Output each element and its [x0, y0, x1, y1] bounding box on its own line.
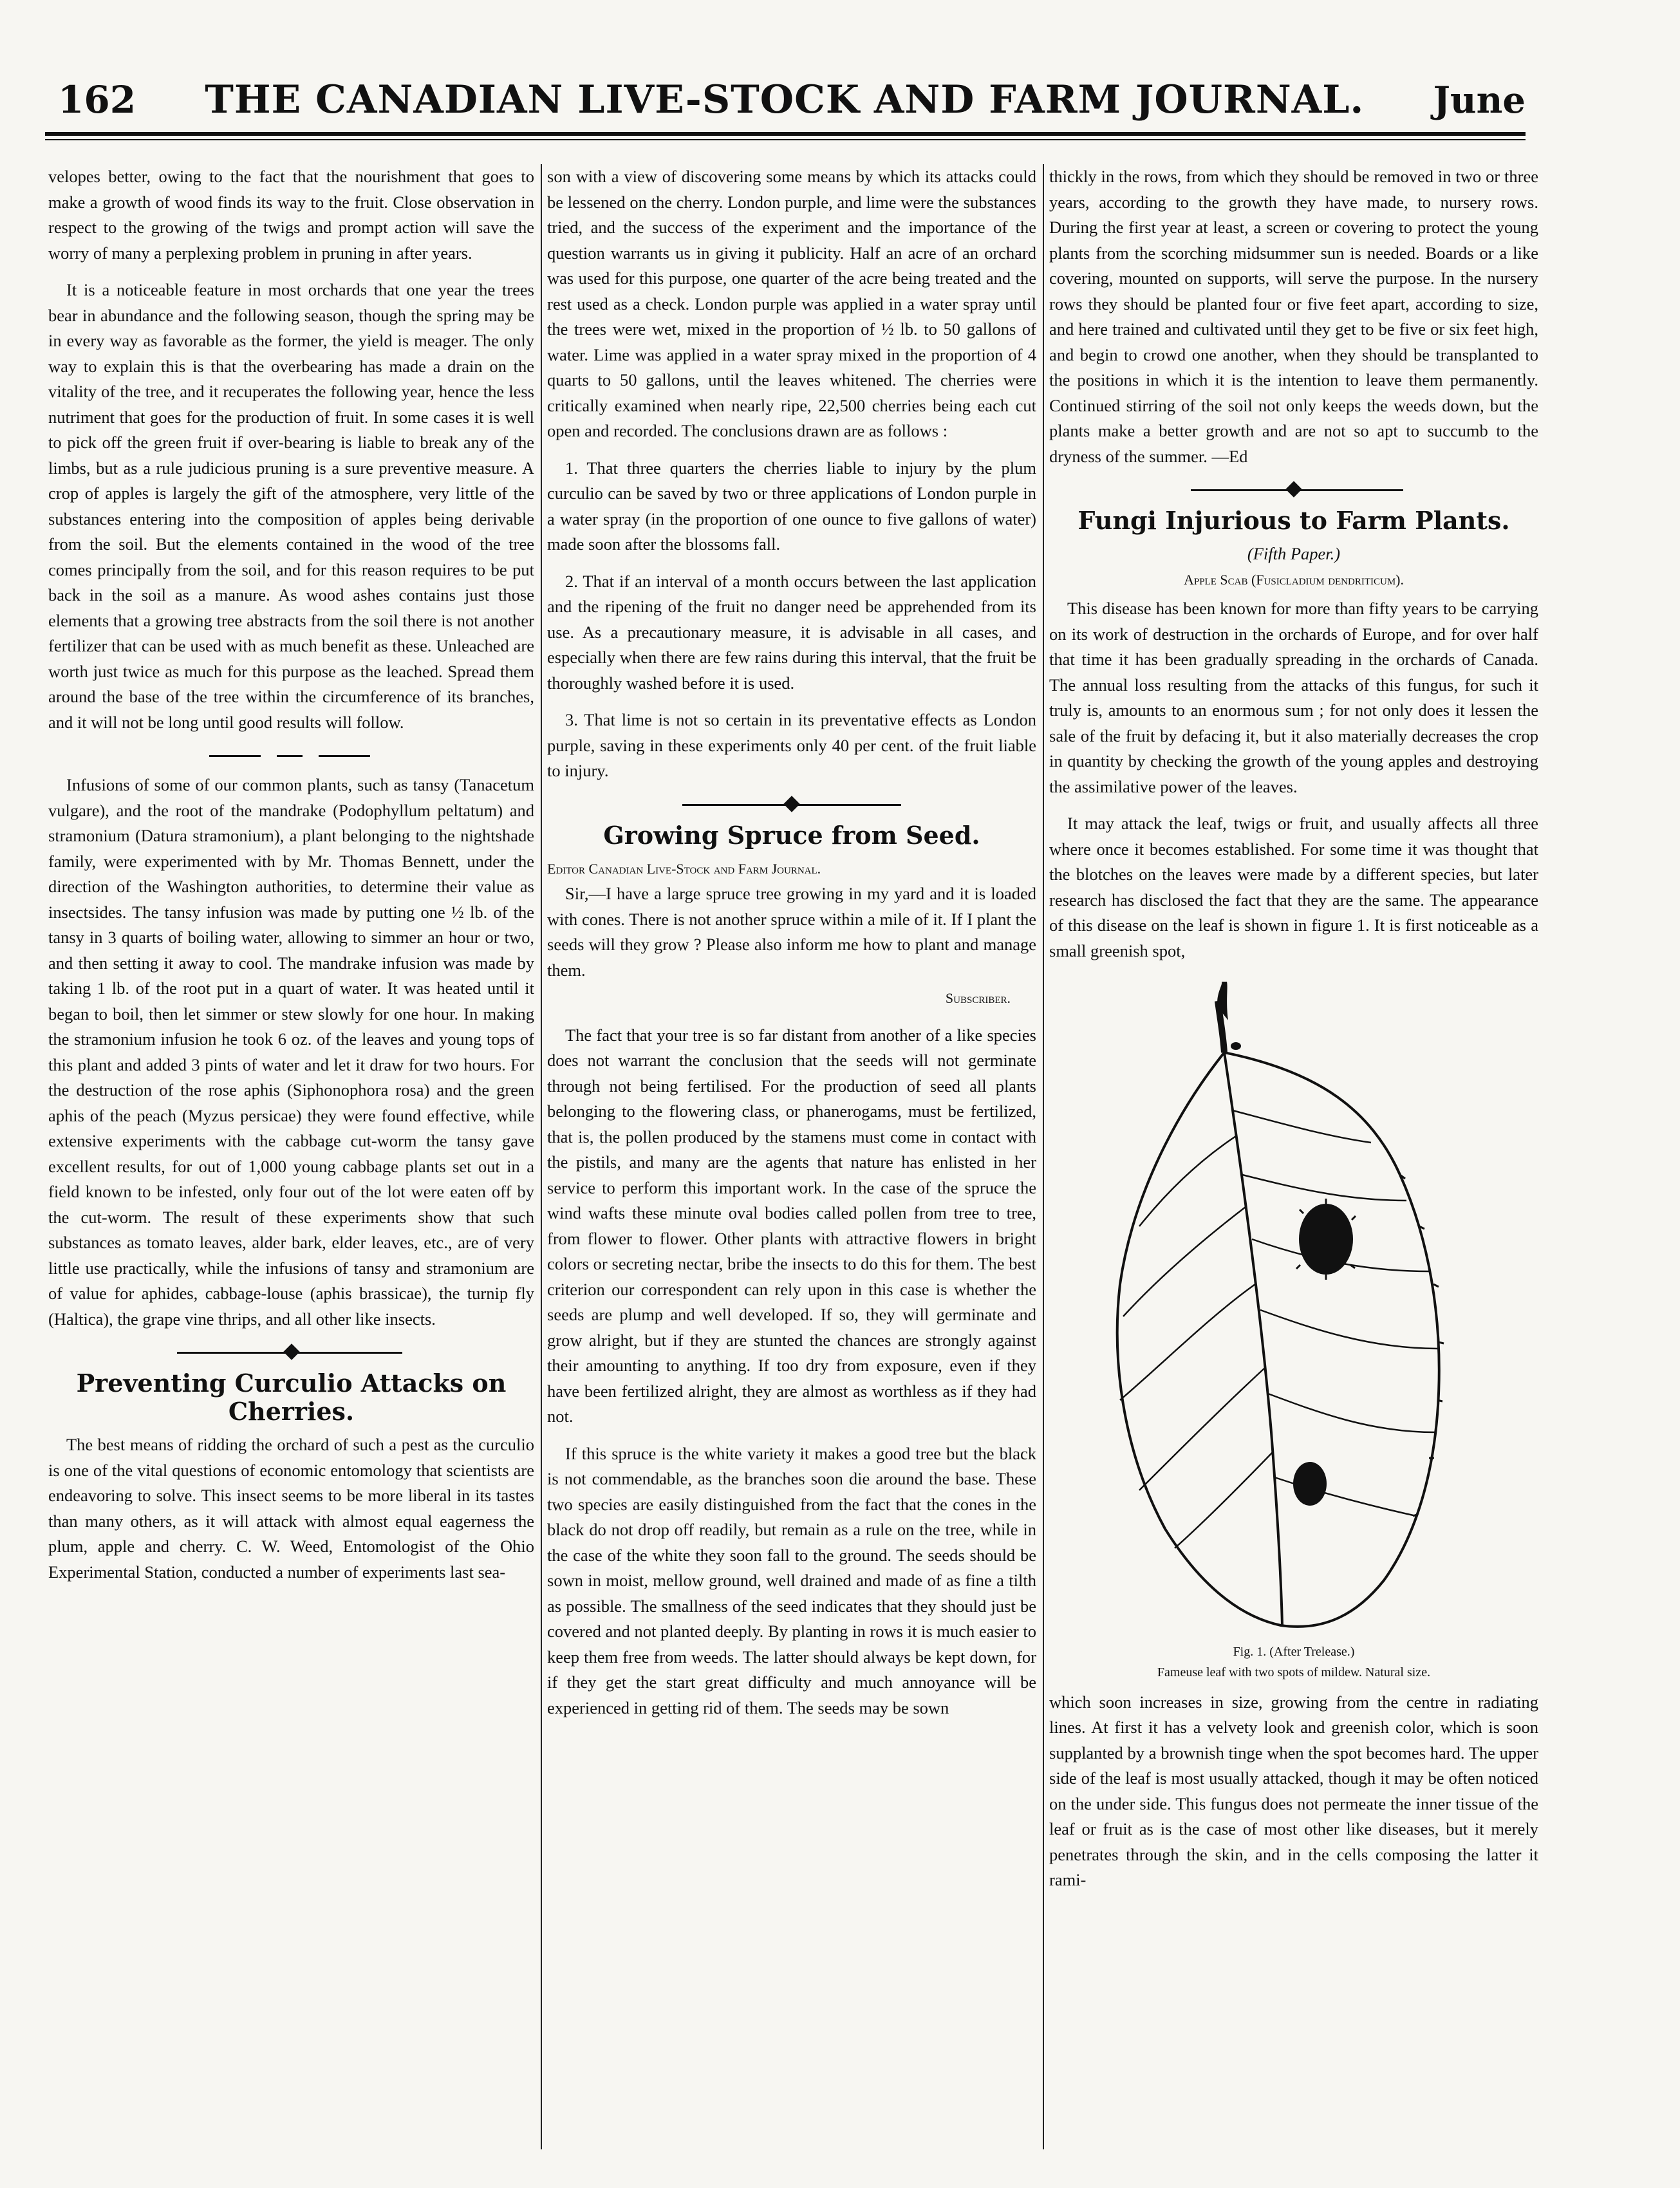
paragraph: thickly in the rows, from which they should be removed in two or three years, according to the growth they have made, to nursery rows. During the first year at least, a screen or covering to protect the young plants from the scorching midsummer sun is needed. Boards or a like covering, mounted on supports, will serve the purpose. In the nursery rows they should be planted four or five feet apart, according to size, and here trained and cultivated until they get to be five or six feet high, and begin to crowd one another, when they should be transplanted to the positions in which it is the intention to leave them permanently. Continued stirring of the soil not only keeps the weeds down, but the plants make a better growth and are not so apt to succumb to the dryness of the summer. —Ed [1049, 167, 1538, 466]
paragraph: Infusions of some of our common plants, such as tansy (Tanacetum vulgare), and the root of the mandrake (Podophyllum peltatum) and stramonium (Datura stramonium), a plant belonging to the nightshade family, were experimented with by Mr. Thomas Bennett, under the direction of the Washington authorities, to determine their value as insectsides. The tansy infusion was made by putting one ½ lb. of the tansy in 3 quarts of boiling water, allowing to simmer an hour or two, and then setting it away to cool. The mandrake infusion was made by taking 1 lb. of the root put in a quart of water. It was heated until it began to boil, then let simmer or stew slowly for one hour. In making the stramonium infusion he took 6 oz. of the leaves and young tops of this plant and added 3 pints of water and let it draw for two hours. For the destruction of the rose aphis (Siphonophora rosa) and the green aphis of the peach (Myzus persicae) they were found effective, while extensive experiments with the cabbage cut-worm the tansy gave excellent results, for out of 1,000 young cabbage plants set out in a field known to be infested, only four out of the lot were eaten off by the cut-worm. The result of these experiments show that such substances as tomato leaves, alder bark, elder leaves, etc., are of very little use practically, while the infusions of tansy and stramonium are of value for aphides, cabbage-louse (aphis brassicae), the turnip fly (Haltica), the grape vine thrips, and all other like insects. [48, 775, 534, 1329]
section-divider [48, 747, 534, 765]
figure-caption-detail: Fameuse leaf with two spots of mildew. Natural size. [1157, 1665, 1431, 1679]
paragraph: son with a view of discovering some means by which its attacks could be lessened on the cherry. London purple, and lime were the substances tried, and the success of the experiment and the importance of the question warrants us in giving it publicity. Half an acre of an orchard was used for this purpose, one quarter of the acre being treated and the rest used as a check. London purple was applied in a water spray until the trees were wet, mixed in the proportion of ½ lb. to 50 gallons of water. Lime was applied in a water spray mixed in the proportion of 4 quarts to 50 gallons, until the leaves whitened. The cherries were critically examined when nearly ripe, 22,500 cherries being each cut open and recorded. The conclusions drawn are as follows : [547, 167, 1036, 440]
article-subheading: (Fifth Paper.) [1247, 544, 1341, 563]
paragraph: 2. That if an interval of a month occurs between the last application and the ripening of the fruit no danger need be apprehended from its use. As a precautionary measure, it is advisable in all cases, and especially when there are few rains during this interval, that the fruit be thoroughly washed before it is used. [547, 571, 1036, 693]
page-number: 162 [58, 78, 136, 122]
column-3 [1049, 164, 1538, 2149]
leaf-illustration [1049, 982, 1538, 1632]
article-heading: Growing Spruce from Seed. [603, 820, 980, 850]
letter-signature: Subscriber. [945, 990, 1011, 1006]
section-divider [547, 796, 1036, 814]
article-heading: Fungi Injurious to Farm Plants. [1078, 506, 1510, 535]
paragraph: 3. That lime is not so certain in its preventative effects as London purple, saving in these experiments only 40 per cent. of the fruit liable to injury. [547, 710, 1036, 780]
paragraph: This disease has been known for more than fifty years to be carrying on its work of destruction in the orchards of Europe, and for over half that time it has been gradually spreading in the orchards of Canada. The annual loss resulting from the attacks of this fungus, for such it truly is, amounts to an enormous sum ; for not only does it lessen the sale of the fruit by defacing it, but it also materially decreases the crop in quantity by checking the growth of the young apples and destroying the assimilative power of the leaves. [1049, 599, 1538, 796]
column-divider [1043, 164, 1044, 2149]
article-subtitle: Apple Scab (Fusicladium dendriticum). [1183, 571, 1405, 588]
header-rule-thin [45, 139, 1526, 140]
paragraph: 1. That three quarters the cherries liable to injury by the plum curculio can be saved by two or three applications of London purple in a water spray (in the proportion of one ounce to five gallons of water) made soon after the blossoms fall. [547, 458, 1036, 554]
section-divider [1049, 481, 1538, 499]
paragraph: If this spruce is the white variety it makes a good tree but the black is not commendable, as the branches soon die around the base. These two species are easily distinguished from the fact that the cones in the black do not drop off readily, but remain as a rule on the tree, while in the case of the white they soon fall to the ground. The seeds should be sown in moist, mellow ground, well drained and made of as fine a tilth as possible. The smallness of the seed indicates that they should just be covered and not planted deeply. By planting in rows it is much easier to keep them free from weeds. The latter should always be kept down, for if they get the start great difficulty and much annoyance will be experienced in getting rid of them. The seeds may be sown [547, 1443, 1036, 1717]
paragraph: The fact that your tree is so far distant from another of a like species does not warrant the conclusion that the seeds will not germinate through not being fertilised. For the production of seed all plants belonging to the flowering class, or phanerogams, must be fertilized, that is, the pollen produced by the stamens must come in contact with the pistils, and many are the agents that nature has enlisted in her service to perform this important work. In the case of the spruce the wind wafts these minute oval bodies called pollen from tree to tree, from flower to flower. Other plants with attractive flowers in bright colors or secreting nectar, bribe the insects to do this for them. The best criterion our correspondent can rely upon in this case is whether the seeds are plump and well developed. If so, they will germinate and grow alright, but if they are stunted the chances are strongly against their amounting to anything. If too dry from exposure, even if they have been fertilized alright, they are almost as worthless as if they had not. [547, 1025, 1036, 1426]
article-heading: Preventing Curculio Attacks on Cherries. [76, 1369, 507, 1426]
column-2 [547, 164, 1036, 2149]
column-divider [541, 164, 542, 2149]
figure-caption: Fig. 1. (After Trelease.) [1233, 1644, 1355, 1659]
issue-month: June [1433, 79, 1526, 122]
paragraph: The best means of ridding the orchard of such a pest as the curculio is one of the vital questions of economic entomology that scientists are endeavoring to solve. This insect seems to be more liberal in its tastes than many others, as it will attack with almost equal eagerness the plum, apple and cherry. C. W. Weed, Entomologist of the Ohio Experimental Station, conducted a number of experiments last sea- [48, 1435, 534, 1582]
paragraph: It may attack the leaf, twigs or fruit, and usually affects all three where once it becomes established. For some time it was thought that the blotches on the leaves were made by a different species, but later research has disclosed the fact that they are the same. The appearance of this disease on the leaf is shown in figure 1. It is first noticeable as a small greenish spot, [1049, 814, 1538, 960]
editor-address: Editor Canadian Live-Stock and Farm Journal. [547, 860, 821, 877]
column-1 [48, 164, 534, 2149]
paragraph: which soon increases in size, growing from the centre in radiating lines. At first it has a velvety look and greenish color, which is soon supplanted by a brownish tinge when the spot becomes hard. The upper side of the leaf is most usually attacked, though it may be often noticed on the under side. This fungus does not permeate the inner tissue of the leaf or fruit as is the case of most other like diseases, but it merely penetrates through the skin, and in the cells composing the latter it rami- [1049, 1692, 1538, 1889]
section-divider [48, 1343, 534, 1361]
paragraph: velopes better, owing to the fact that the nourishment that goes to make a growth of wood finds its way to the fruit. Close observation in respect to the growing of the twigs and prompt action will save the worry of many a perplexing problem in pruning in after years. [48, 167, 534, 263]
paragraph: It is a noticeable feature in most orchards that one year the trees bear in abundance and the following season, though the spring may be in every way as favorable as the former, the yield is meager. The only way to explain this is that the overbearing has made a drain on the vitality of the tree, and it recuperates the following year, hence the less nutriment that goes for the production of fruit. In some cases it is well to pick off the green fruit if over-bearing is liable to break any of the limbs, but as a rule judicious pruning is a sure preventive measure. A crop of apples is largely the gift of the atmosphere, very little of the substances entering into the composition of apples being derivable from the soil. But the elements contained in the wood of the tree comes principally from the soil, and for this reason requires to be put back in the soil as a manure. As wood ashes contains just those elements that a growing tree abstracts from the soil there is not another fertilizer that can be used with as much benefit as these. Unleached are worth just twice as much for this purpose as the leached. Spread them around the base of the tree within the circumference of its branches, and it will not be long until good results will follow. [48, 280, 534, 732]
header-rule-thick [45, 132, 1526, 136]
letter-text: Sir,—I have a large spruce tree growing in my yard and it is loaded with cones. There is not another spruce within a mile of it. If I plant the seeds will they grow ? Please also inform me how to plant and manage them. [547, 884, 1036, 980]
masthead-title: THE CANADIAN LIVE-STOCK AND FARM JOURNAL. [205, 77, 1365, 122]
page-header [58, 77, 1526, 129]
